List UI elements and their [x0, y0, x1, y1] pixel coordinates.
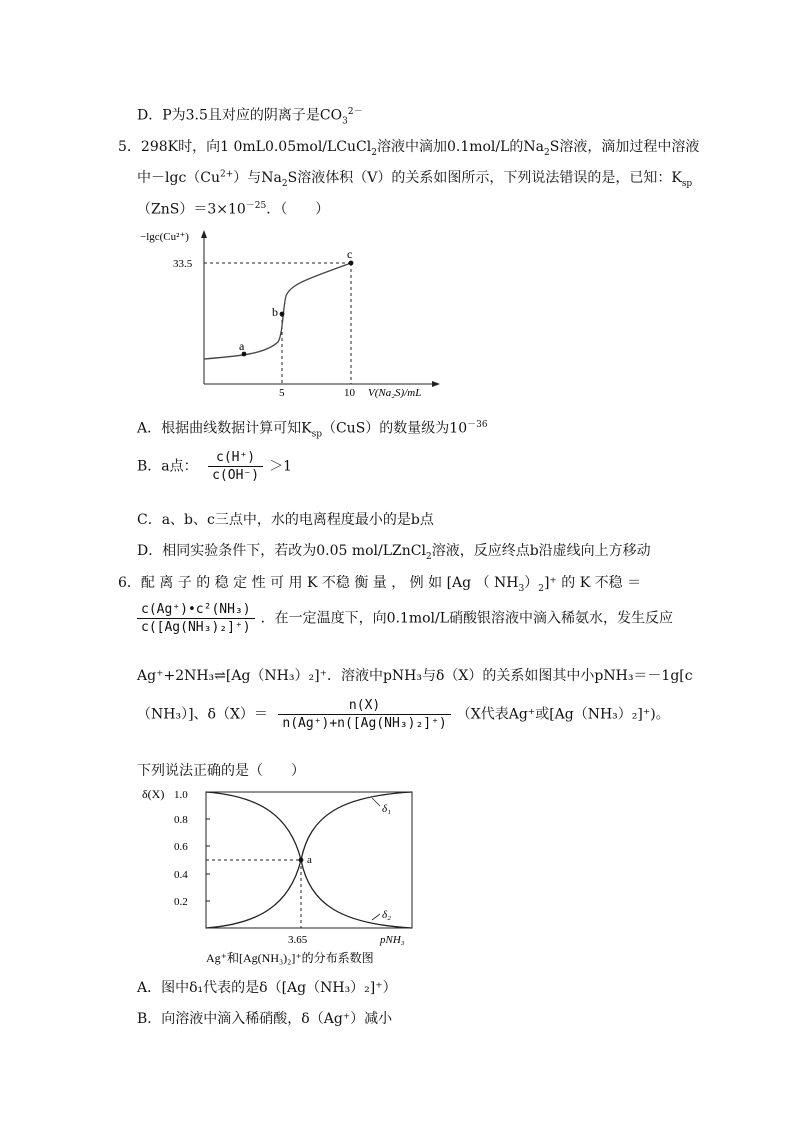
q6-stem-line1: 6．配 离 子 的 稳 定 性 可 用 K 不稳 衡 量 ， 例 如 [Ag （ $NH_3)_2]^+$ 的 K 不稳 ＝ — [118, 575, 642, 594]
q5-y-tick: 33.5 — [173, 258, 193, 270]
q5-option-b-fraction: $\frac{c(H^+)}{c(OH^-)}$ — [208, 450, 263, 483]
q5-stem-line1: 5．298K时，向1 0mL0.05mol/LCuCl$_2$溶液中滴加0.1mol/L的$Na_2S$溶液，滴加过程中溶液 — [118, 139, 700, 158]
q5-option-b: B．a点： $\frac{c(H^+)}{c(OH^-)}$ ＞1 — [137, 450, 292, 483]
q6-distribution-chart — [140, 786, 430, 966]
q5-label-c: c — [347, 247, 353, 261]
q5-point-b — [280, 312, 285, 317]
q6-x-tick: 3.65 — [288, 934, 308, 946]
q6-chart-caption: Ag⁺和[Ag(NH₃)₂]⁺的分布系数图 — [206, 951, 374, 965]
q5-stem-line3: $(ZnS)=3\times 10^{-25}$．（ ） — [137, 201, 330, 218]
q6-question: 下列说法正确的是（ ） — [137, 763, 305, 779]
q6-label-d1: δ₁ — [382, 803, 391, 815]
q5-x-tick-10: 10 — [344, 387, 355, 399]
q4-option-d: D．P为3.5且对应的阴离子是$CO_3^{2-}$ — [137, 107, 363, 127]
q6-y-tick: 1.0 — [174, 789, 188, 801]
q6-delta-fraction: $\frac{n(X)}{\text{n(Ag⁺)+n([Ag(NH₃)₂]⁺)}}$ — [278, 698, 450, 731]
q6-option-a: A．图中δ₁代表的是δ（[Ag（NH₃）₂]⁺） — [137, 980, 397, 996]
q6-stem-line2: $\frac{\text{c(Ag⁺)•c²(NH₃)}}{\text{c([Ag(NH₃)₂]⁺)}}$ ．在一定温度下，向0.1mol/L硝酸银溶液中滴入稀氨水，发生反应 — [137, 602, 673, 635]
q5-option-c: C．a、b、c三点中，水的电离程度最小的是b点 — [137, 512, 434, 528]
q5-x-tick-5: 5 — [279, 387, 285, 399]
q6-stem-line4: （NH₃）]、δ（X）＝ $\frac{n(X)}{\text{n(Ag⁺)+n([Ag(NH₃)₂]⁺)}}$ （X代表Ag⁺或[Ag（NH₃）₂]⁺)。 — [137, 698, 670, 731]
q6-x-label: pNH₃ — [380, 934, 405, 946]
q6-y-tick: 0.6 — [174, 841, 188, 853]
q5-label-b: b — [272, 305, 278, 319]
q6-point-a — [299, 858, 304, 863]
q6-stem-line3: Ag⁺+2NH₃⇌[Ag（NH₃）₂]⁺．溶液中pNH₃与δ（X）的关系如图其中小pNH₃＝－1g[c — [137, 668, 693, 684]
q6-number: 6． — [118, 575, 141, 591]
q6-label-a: a — [307, 854, 312, 866]
q5-label-a: a — [239, 339, 245, 353]
q5-number: 5． — [118, 139, 141, 155]
q5-titration-chart — [140, 226, 450, 402]
q6-k-fraction: $\frac{\text{c(Ag⁺)•c²(NH₃)}}{\text{c([Ag(NH₃)₂]⁺)}}$ — [137, 602, 255, 635]
q6-y-tick: 0.4 — [174, 869, 188, 881]
q6-y-tick: 0.2 — [174, 896, 188, 908]
q5-point-c — [349, 261, 354, 266]
q6-label-d2: δ₂ — [382, 909, 391, 921]
q5-y-label: −lgc(Cu²⁺) — [140, 231, 189, 243]
q5-stem-line2: 中$-\lg c(Cu^{2+})$与$Na_2S$溶液体积（V）的关系如图所示，下列说法错误的是，已知：$K_{sp}$ — [137, 169, 693, 189]
q6-y-tick: 0.8 — [174, 814, 188, 826]
q6-y-label: δ(X) — [142, 787, 165, 801]
q5-option-a: A．根据曲线数据计算可知$K_{sp}(CuS)$的数量级为$10^{-36}$ — [137, 420, 488, 440]
q5-x-label: V(Na₂S)/mL — [368, 387, 422, 399]
q5-option-d: D．相同实验条件下，若改为0.05 mol/LZnCl$_2$溶液，反应终点b沿虚线向上方移动 — [137, 543, 651, 562]
q6-option-b: B．向溶液中滴入稀硝酸，δ（Ag⁺）减小 — [137, 1011, 393, 1027]
